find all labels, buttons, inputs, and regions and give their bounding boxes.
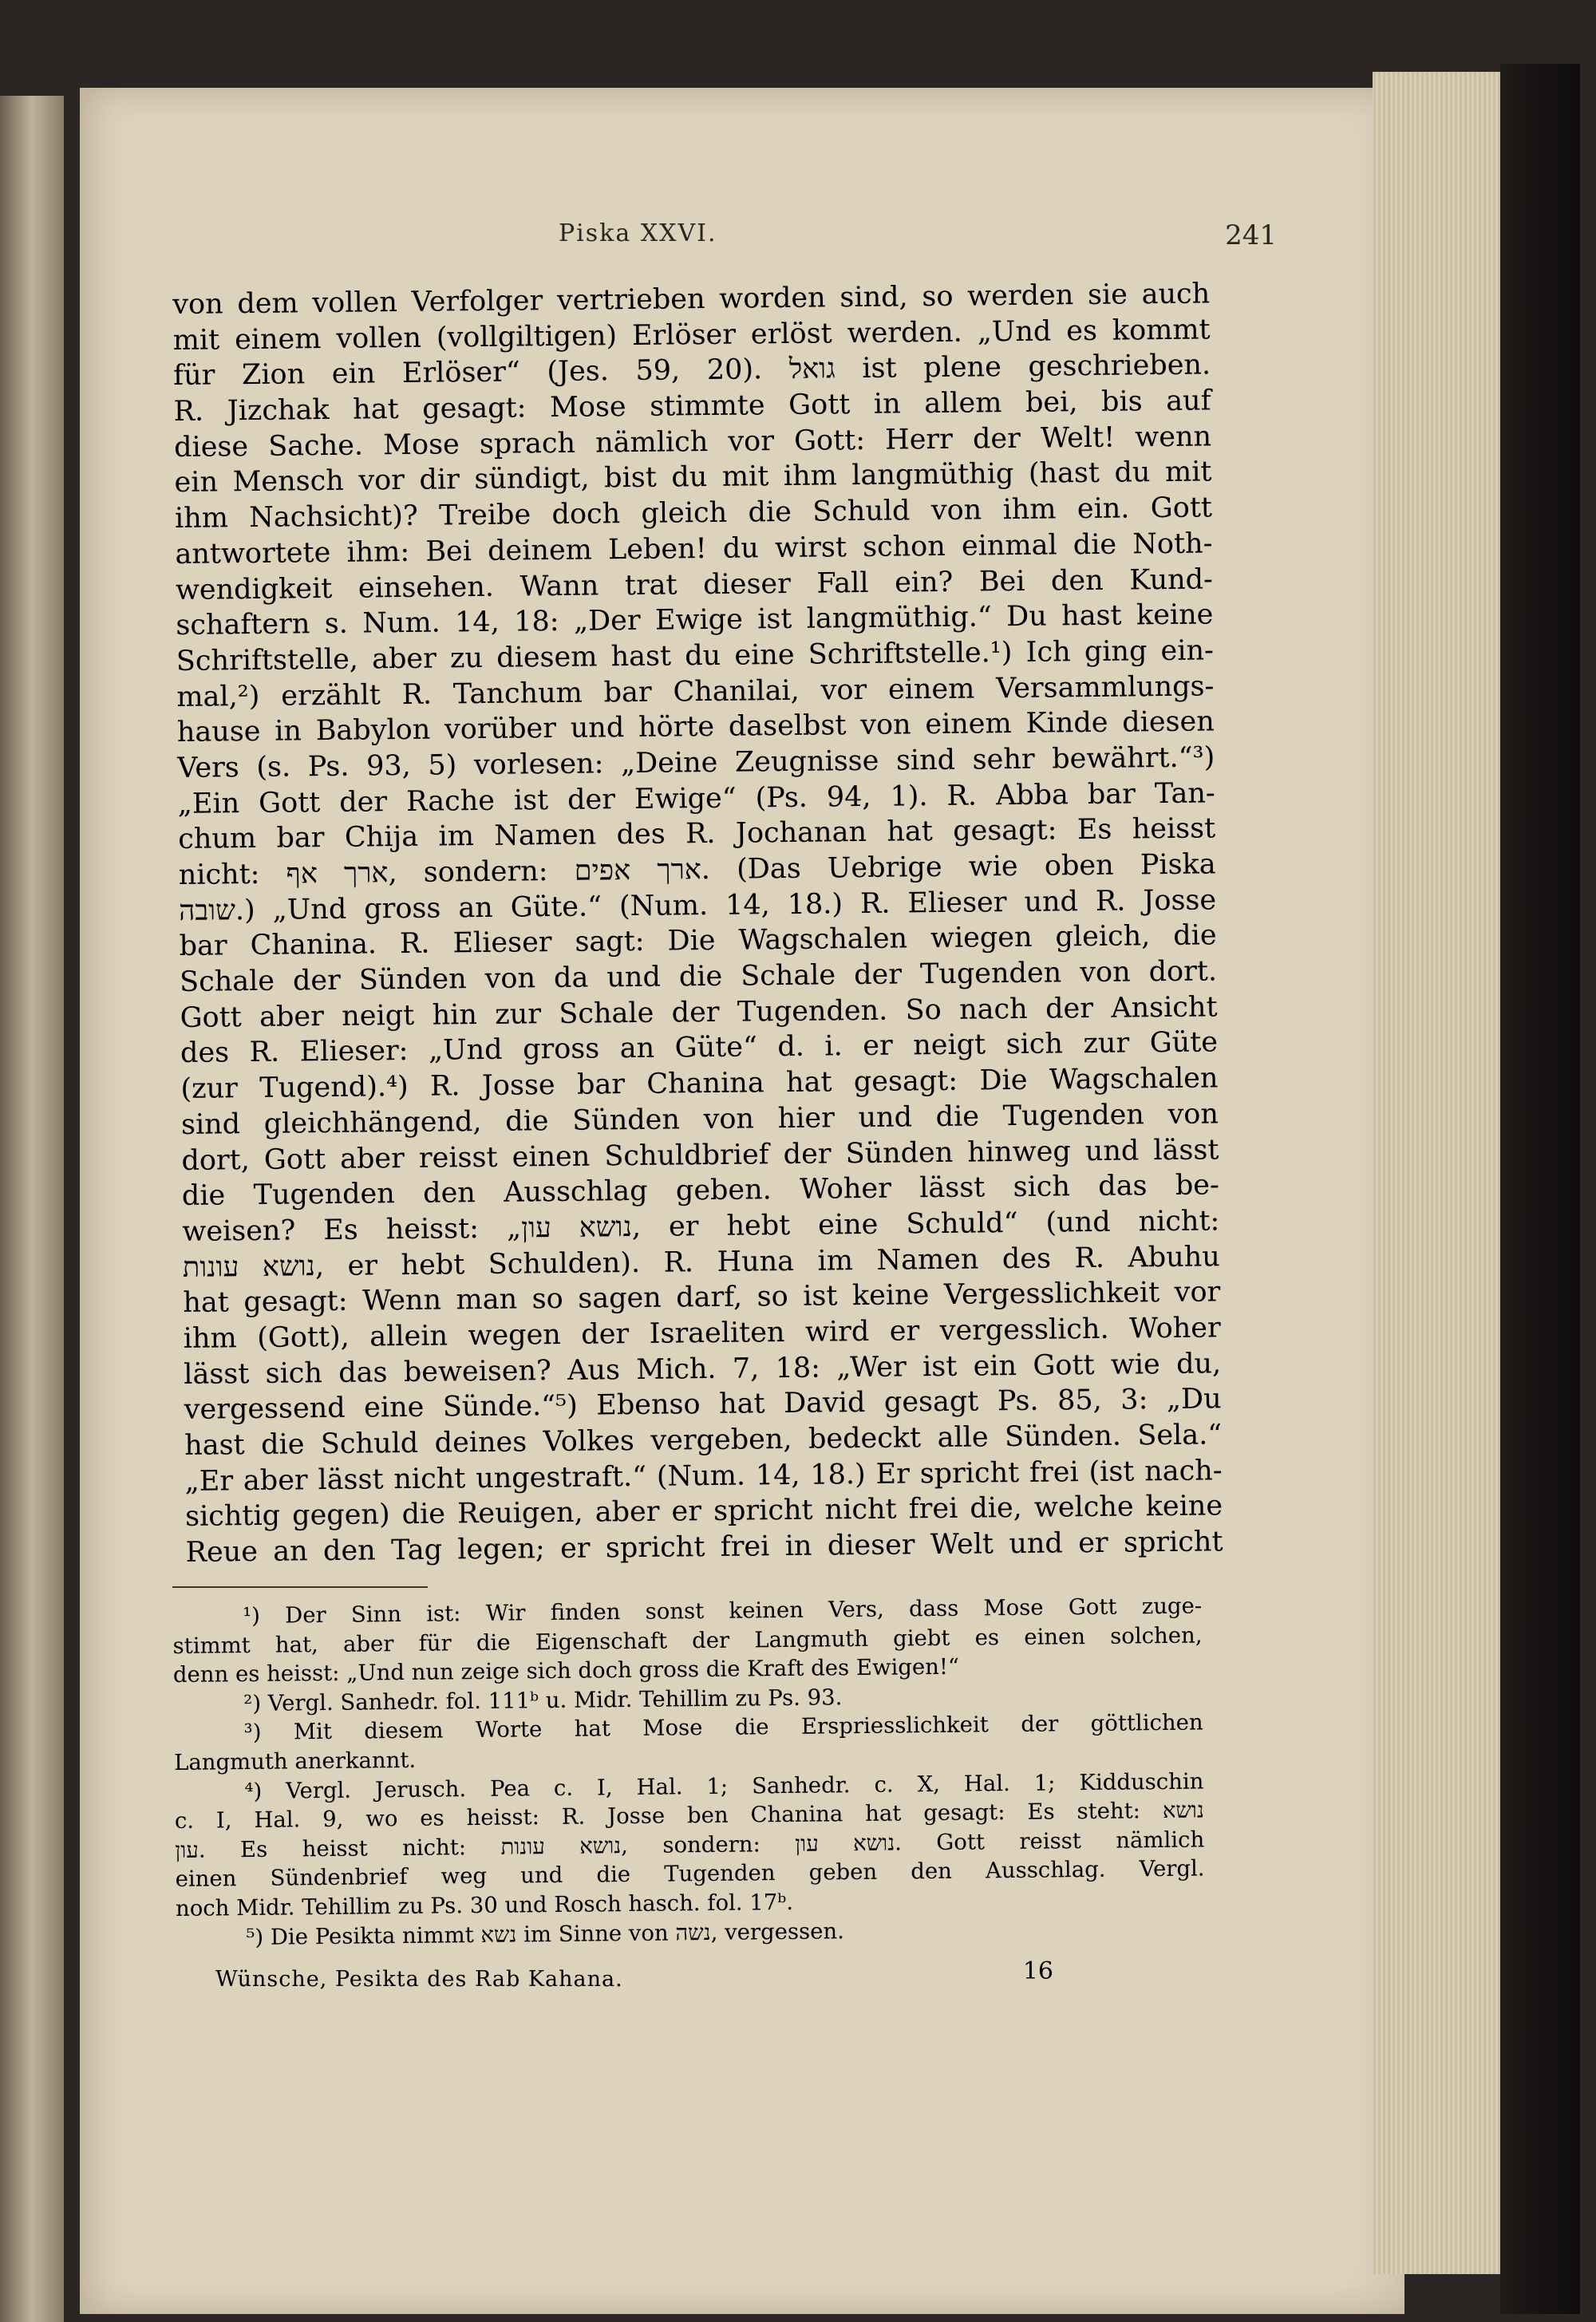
text-line: „Ein Gott der Rache ist der Ewige“ (Ps. 94, 1). R. Abba bar Tan- bbox=[177, 776, 1215, 820]
text-line: R. Jizchak hat gesagt: Mose stimmte Gott in allem bei, bis auf bbox=[173, 385, 1211, 428]
footnote-line: ²) Vergl. Sanhedr. fol. 111ᵇ u. Midr. Tehillim zu Ps. 93. bbox=[243, 1684, 843, 1716]
text-line: (zur Tugend).⁴) R. Josse bar Chanina hat gesagt: Die Wagschalen bbox=[180, 1062, 1219, 1106]
text-line: hause in Babylon vorüber und hörte daselbst von einem Kinde diesen bbox=[176, 705, 1215, 749]
running-title: Piska XXVI. bbox=[559, 219, 717, 247]
book-cover bbox=[1500, 64, 1580, 2314]
footnote-line: noch Midr. Tehillim zu Ps. 30 und Rosch hasch. fol. 17ᵇ. bbox=[175, 1889, 794, 1921]
text-line: weisen? Es heisst: „נושא עון, er hebt eine Schuld“ (und nicht: bbox=[182, 1205, 1220, 1248]
text-line: die Tugenden den Ausschlag geben. Woher lässt sich das be- bbox=[181, 1169, 1220, 1213]
text-line: ein Mensch vor dir sündigt, bist du mit ihm langmüthig (hast du mit bbox=[174, 456, 1212, 500]
text-line: „Er aber lässt nicht ungestraft.“ (Num. 14, 18.) Er spricht frei (ist nach- bbox=[184, 1454, 1223, 1498]
footnote-line: ⁵) Die Pesikta nimmt נשא im Sinne von נשה, vergessen. bbox=[246, 1917, 845, 1950]
footnote-line: ³) Mit diesem Worte hat Mose die Erspriesslichkeit der göttlichen bbox=[243, 1709, 1203, 1746]
left-page-edge bbox=[0, 96, 64, 2322]
page-number: 241 bbox=[1225, 219, 1277, 251]
text-line: bar Chanina. R. Elieser sagt: Die Wagschalen wiegen gleich, die bbox=[179, 919, 1217, 963]
page-footer bbox=[215, 1957, 1053, 1999]
text-line: שובה.) „Und gross an Güte.“ (Num. 14, 18.) R. Elieser und R. Josse bbox=[178, 884, 1217, 927]
text-line: Gott aber neigt hin zur Schale der Tugenden. So nach der Ansicht bbox=[180, 991, 1218, 1034]
text-line: des R. Elieser: „Und gross an Güte“ d. i. er neigt sich zur Güte bbox=[180, 1026, 1219, 1070]
text-line: Vers (s. Ps. 93, 5) vorlesen: „Deine Zeugnisse sind sehr bewährt.“³) bbox=[177, 741, 1215, 784]
text-line: diese Sache. Mose sprach nämlich vor Gott: Herr der Welt! wenn bbox=[173, 421, 1212, 464]
footnotes bbox=[172, 1591, 1206, 1953]
text-line: mal,²) erzählt R. Tanchum bar Chanilai, vor einem Versammlungs- bbox=[176, 669, 1215, 713]
text-line: Schriftstelle, aber zu diesem hast du eine Schriftstelle.¹) Ich ging ein- bbox=[176, 634, 1215, 677]
footnote-line: denn es heisst: „Und nun zeige sich doch gross die Kraft des Ewigen!“ bbox=[172, 1653, 960, 1688]
text-line: dort, Gott aber reisst einen Schuldbrief der Sünden hinweg und lässt bbox=[181, 1133, 1219, 1177]
footnote-line: c. I, Hal. 9, wo es heisst: R. Josse ben Chanina hat gesagt: Es steht: נושא bbox=[174, 1797, 1204, 1834]
running-head bbox=[559, 219, 1277, 259]
text-line: Reue an den Tag legen; er spricht frei in dieser Welt und er spricht bbox=[185, 1526, 1223, 1569]
text-line: sind gleichhängend, die Sünden von hier und die Tugenden von bbox=[180, 1098, 1219, 1141]
sheet-number: 16 bbox=[1022, 1957, 1053, 1985]
text-line: נושא עונות, er hebt Schulden). R. Huna im Namen des R. Abuhu bbox=[182, 1240, 1221, 1284]
text-line: hat gesagt: Wenn man so sagen darf, so ist keine Vergesslichkeit vor bbox=[183, 1276, 1221, 1320]
text-line: wendigkeit einsehen. Wann trat dieser Fall ein? Bei den Kund- bbox=[175, 563, 1214, 606]
text-line: ihm (Gott), allein wegen der Israeliten wird er vergesslich. Woher bbox=[183, 1312, 1221, 1355]
text-line: hast die Schuld deines Volkes vergeben, bedeckt alle Sünden. Sela.“ bbox=[184, 1419, 1223, 1462]
text-line: chum bar Chija im Namen des R. Jochanan hat gesagt: Es heisst bbox=[178, 812, 1216, 856]
text-line: von dem vollen Verfolger vertrieben worden sind, so werden sie auch bbox=[172, 278, 1211, 321]
text-line: mit einem vollen (vollgiltigen) Erlöser erlöst werden. „Und es kommt bbox=[172, 314, 1211, 357]
footnote-line: einen Sündenbrief weg und die Tugenden geben den Ausschlag. Vergl. bbox=[175, 1855, 1205, 1893]
page-block-edge bbox=[1373, 72, 1500, 2274]
footnote-line: ⁴) Vergl. Jerusch. Pea c. I, Hal. 1; Sanhedr. c. X, Hal. 1; Kidduschin bbox=[244, 1768, 1204, 1804]
text-line: vergessend eine Sünde.“⁵) Ebenso hat David gesagt Ps. 85, 3: „Du bbox=[184, 1383, 1222, 1427]
body-text bbox=[172, 276, 1223, 1570]
sheet-signature: Wünsche, Pesikta des Rab Kahana. bbox=[215, 1967, 623, 1992]
footnote-line: stimmt hat, aber für die Eigenschaft der Langmuth giebt es einen solchen, bbox=[172, 1622, 1203, 1659]
text-line: ihm Nachsicht)? Treibe doch gleich die Schuld von ihm ein. Gott bbox=[174, 492, 1213, 535]
text-line: sichtig gegen) die Reuigen, aber er spricht nicht frei die, welche keine bbox=[184, 1490, 1223, 1534]
footnote-line: עון. Es heisst nicht: נושא עונות, sondern: נושא עון. Gott reisst nämlich bbox=[175, 1826, 1205, 1863]
text-line: antwortete ihm: Bei deinem Leben! du wirst schon einmal die Noth- bbox=[175, 527, 1213, 571]
text-line: für Zion ein Erlöser“ (Jes. 59, 20). גואל ist plene geschrieben. bbox=[172, 349, 1211, 393]
text-line: nicht: ארך אף, sondern: ארך אפים. (Das Uebrige wie oben Piska bbox=[178, 848, 1216, 891]
text-line: Schale der Sünden von da und die Schale der Tugenden von dort. bbox=[179, 955, 1218, 999]
footnote-line: ¹) Der Sinn ist: Wir finden sonst keinen Vers, dass Mose Gott zuge- bbox=[243, 1593, 1203, 1629]
text-line: lässt sich das beweisen? Aus Mich. 7, 18: „Wer ist ein Gott wie du, bbox=[184, 1347, 1222, 1391]
footnote-line: Langmuth anerkannt. bbox=[173, 1747, 417, 1775]
footnote-rule bbox=[172, 1586, 428, 1588]
text-line: schaftern s. Num. 14, 18: „Der Ewige ist langmüthig.“ Du hast keine bbox=[176, 598, 1214, 642]
